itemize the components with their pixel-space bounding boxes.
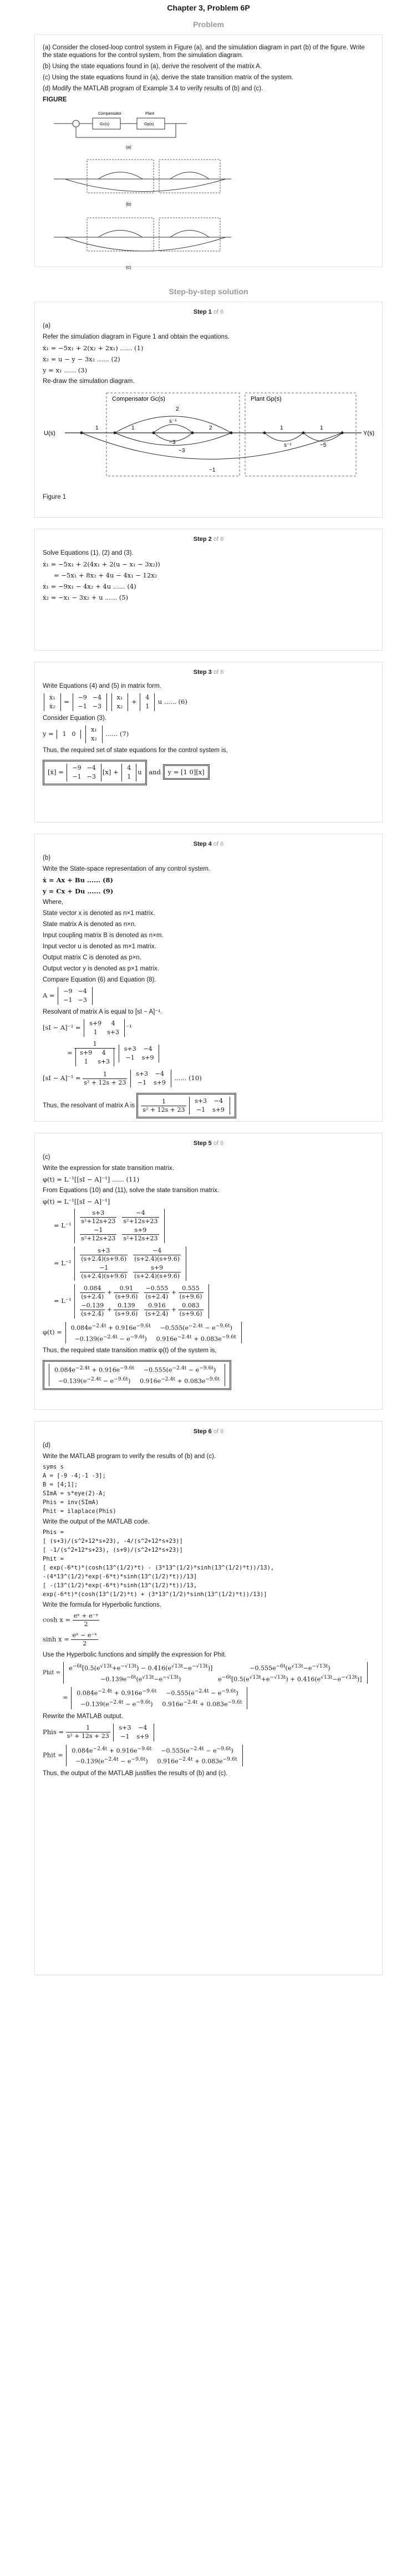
svg-text:1: 1 [95, 425, 99, 431]
output-line: Phis = [43, 1529, 64, 1536]
and-text: and [149, 768, 161, 776]
step-of: of 6 [213, 1428, 224, 1435]
step-6 [34, 1421, 383, 1975]
phi-derivation: = L⁻¹ $\frac{s+3}{\text{s²+12s+23}}$ $\frac{-4}{\text{s²+12s+23}}$ $\frac{-1}{\text{s²+12s+23}}$ $\frac{s+9}{\text{s²+12s+23}}$ [43, 1209, 374, 1243]
equation-8: ẋ = Ax + Bu ...... (8) [43, 876, 113, 884]
svg-text:s⁻¹: s⁻¹ [169, 418, 177, 425]
part-label: (c) [43, 1154, 50, 1161]
output-line: Phit = [43, 1556, 64, 1562]
step-text: Write the State-space representation of any control system. [43, 866, 211, 872]
equation-7-tag: ...... (7) [105, 730, 129, 738]
step-of: of 6 [213, 309, 224, 315]
svg-text:1: 1 [280, 425, 283, 431]
equation-6-tag: u ...... (6) [157, 698, 187, 706]
input-label: U(s) [44, 430, 55, 437]
output-line: [ (s+3)/(s^2+12*s+23), -4/(s^2+12*s+23)] [43, 1538, 183, 1545]
svg-text:2: 2 [209, 425, 212, 431]
state-equations-result: [ẋ] = −9 −4 −1 −3 [x] + 4 1 u and y = [1 0][x] [43, 758, 374, 788]
equation-11: φ(t) = L⁻¹[[sI − A]⁻¹] ...... (11) [43, 1175, 140, 1183]
phi-derivation: φ(t) = L⁻¹[[sI − A]⁻¹] [43, 1198, 110, 1205]
code-line: A = [-9 -4;-1 -3]; [43, 1473, 106, 1479]
problem-c: (c) Using the state equations found in (a), derive the state transition matrix of the system. [43, 74, 293, 81]
conclusion: Thus, the output of the MATLAB justifies the results of (b) and (c). [43, 1770, 228, 1777]
phit-simplify: Phit = $e^{-6t}[0.5(e^{√13t}+e^{-√13t}) - 0.416(e^{√13t}-e^{-√13t})]$ $-0.555e^{-6t}(e^{√13t}-e^{-√13t})$ $-0.139e^{-6t}(e^{√13t}-e^{-√13t})$ $e^{-6t}[0.5(e^{√13t}+e^{-√13t}) + 0.416(e^{√13t}-e^{-√13t})]$ [43, 1662, 374, 1684]
step-4 [34, 834, 383, 1122]
phi-derivation: φ(t) = $0.084e^{-2.4t} + 0.916e^{-9.6t}$ $-0.555(e^{-2.4t} - e^{-9.6t})$ $-0.139(e^{-2.4t} - e^{-9.6t})$ $0.916e^{-2.4t} + 0.083e^{-9.6t}$ [43, 1322, 374, 1343]
equation: = −5x₁ + 8x₂ + 4u − 4x₁ − 12x₂ [54, 571, 157, 579]
resolvent-eq: [sI − A]⁻¹ = $\frac{1}{\text{s² + 12s + 23}}$ s+3 −4 −1 s+9 ...... (10) [43, 1070, 202, 1086]
phi-derivation: = L⁻¹ $\frac{0.084}{(s+2.4)}$ + $\frac{0.91}{(s+9.6)}$ $\frac{-0.555}{(s+2.4)}$ + $\frac{0.555}{(s+9.6)}$ $\frac{-0.139}{(s+2.4)}$ + $\frac{0.139}{(s+9.6)}$ $\frac{0.916}{(s+2.4)}$ + $\frac{0.083}{(s+9.6)}$ [43, 1284, 374, 1318]
step-5-label: Step 5 [193, 1140, 212, 1147]
problem-heading: Problem [192, 20, 224, 29]
step-text: Write the formula for Hyperbolic functions. [43, 1602, 161, 1608]
definition: Input vector u is denoted as m×1 matrix. [43, 943, 156, 950]
step-1-head [43, 309, 374, 315]
step-text: From Equations (10) and (11), solve the state transition matrix. [43, 1187, 220, 1194]
fig-b-caption: (b) [126, 202, 131, 207]
output-line: [ -(13^(1/2)*exp(-6*t)*sinh(13^(1/2)*t))/13, [43, 1582, 197, 1589]
definition: State vector x is denoted as n×1 matrix. [43, 910, 155, 917]
step-text: Thus, the resolvant of matrix A is [43, 1102, 135, 1109]
definition: Output matrix C is denoted as p×n. [43, 954, 142, 961]
phi-derivation: = L⁻¹ $\frac{s+3}{(s+2.4)(s+9.6)}$ $\frac{-4}{(s+2.4)(s+9.6)}$ $\frac{-1}{(s+2.4)(s+9.6)}$ $\frac{s+9}{(s+2.4)(s+9.6)}$ [43, 1246, 374, 1281]
output-line: [ -1/(s^2+12*s+23), (s+9)/(s^2+12*s+23)] [43, 1547, 183, 1553]
step-3 [34, 662, 383, 822]
equation-4: ẋ₁ = −9x₁ − 4x₂ + 4u ...... (4) [43, 582, 136, 590]
problem-box [34, 34, 383, 270]
step-1-label: Step 1 [193, 309, 212, 315]
where-text: Where, [43, 899, 64, 906]
step-6-label: Step 6 [193, 1428, 212, 1435]
figure-c [54, 218, 231, 270]
definition: State matrix A is denoted as n×n. [43, 921, 136, 928]
resolvent-eq: = 1 s+9 4 1 s+3 s+3 −4 −1 s+9 [43, 1040, 374, 1066]
svg-text:1: 1 [320, 425, 323, 431]
problem-figure [43, 107, 375, 273]
step-2-head [43, 536, 374, 543]
fig-gc-label: Gc(s) [100, 122, 110, 126]
step-2-label: Step 2 [193, 536, 212, 543]
fig-plant-label: Plant [145, 112, 154, 116]
fig-compensator-label: Compensator [98, 112, 122, 116]
phit-simplify: = $0.084e^{-2.4t} + 0.916e^{-9.6t}$ $-0.555(e^{-2.4t} - e^{-9.6t})$ $-0.139(e^{-2.4t} - e^{-9.6t})$ $0.916e^{-2.4t} + 0.083e^{-9.6t}$ [43, 1687, 374, 1709]
step-text: Resolvant of matrix A is equal to [sI − A]⁻¹. [43, 1009, 162, 1015]
output-line: -(4*13^(1/2)*exp(-6*t)*sinh(13^(1/2)*t))/13] [43, 1573, 197, 1580]
step-of: of 6 [213, 669, 224, 676]
definition: Output vector y is denoted as p×1 matrix. [43, 965, 159, 972]
step-text: Solve Equations (1), (2) and (3). [43, 550, 134, 556]
equation-1: ẋ₁ = −5x₁ + 2(x₂ + 2x₁) ...... (1) [43, 344, 144, 352]
output-label: Y(s) [363, 430, 375, 437]
phit-rewrite: Phit = $0.084e^{-2.4t} + 0.916e^{-9.6t}$ $-0.555(e^{-2.4t} - e^{-9.6t})$ $-0.139(e^{-2.4t} - e^{-9.6t})$ $0.916e^{-2.4t} + 0.083e^{-9.6t}$ [43, 1745, 374, 1766]
step-6-head [43, 1428, 374, 1435]
cosh-formula: cosh x = $\frac{\text{eˣ + e⁻ˣ}}{2}$ [43, 1612, 99, 1628]
step-3-head [43, 669, 374, 676]
step-3-label: Step 3 [193, 669, 212, 676]
svg-text:−5: −5 [320, 442, 327, 448]
svg-text:1: 1 [131, 425, 135, 431]
step-1 [34, 301, 383, 518]
fig-c-caption: (c) [126, 265, 131, 270]
figure-a [54, 112, 187, 150]
step-text: Use the Hyperbolic functions and simplify the expression for Phit. [43, 1652, 227, 1658]
step-text: Rewrite the MATLAB output. [43, 1713, 123, 1720]
svg-text:2: 2 [176, 406, 179, 412]
svg-text:−1: −1 [209, 467, 216, 473]
figure-label: FIGURE [43, 96, 67, 103]
step-4-head [43, 841, 374, 847]
figure-caption: Figure 1 [43, 494, 67, 500]
code-line: B = [4;1]; [43, 1481, 78, 1488]
part-label: (d) [43, 1442, 51, 1449]
plant-label: Plant Gp(s) [251, 396, 282, 402]
step-text: Refer the simulation diagram in Figure 1 and obtain the equations. [43, 334, 230, 340]
code-line: SImA = s*eye(2)-A; [43, 1490, 106, 1497]
step-text: Compare Equation (6) and Equation (8). [43, 977, 156, 983]
step-text: Write the expression for state transition matrix. [43, 1165, 174, 1172]
equation-2: ẋ₂ = u − y − 3x₂ ...... (2) [43, 355, 120, 363]
phis-rewrite: Phis = $\frac{1}{\text{s² + 12s + 23}}$ s+3 −4 −1 s+9 [43, 1724, 374, 1741]
step-text: Write the MATLAB program to verify the results of (b) and (c). [43, 1453, 216, 1460]
problem-b: (b) Using the state equations found in (a), derive the resolvent of the matrix A. [43, 63, 262, 70]
fig-a-caption: (a) [126, 145, 131, 150]
part-label: (b) [43, 855, 51, 861]
step-text: Thus, the required state transition matrix φ(t) of the system is, [43, 1347, 217, 1355]
code-line: Phis = inv(SImA) [43, 1499, 99, 1506]
part-label: (a) [43, 323, 51, 329]
svg-text:−3: −3 [179, 448, 185, 454]
equation-3: y = x₁ ...... (3) [43, 366, 88, 374]
code-line: syms s [43, 1464, 64, 1470]
code-line: Phit = ilaplace(Phis) [43, 1508, 116, 1515]
equation-5: ẋ₂ = −x₁ − 3x₂ + u ...... (5) [43, 594, 129, 601]
matrix-a: A = −9 −4 −1 −3 [43, 987, 374, 1005]
matrix-equation-7: y = 1 0 x₁ x₂ ...... (7) [43, 726, 129, 742]
step-text: Thus, the required set of state equations for the control system is, [43, 747, 228, 754]
step-text: Write the output of the MATLAB code. [43, 1519, 150, 1525]
solution-heading: Step-by-step solution [169, 287, 248, 296]
simulation-diagram [43, 389, 381, 488]
definition: Input coupling matrix B is denoted as n×m. [43, 932, 164, 939]
sinh-formula: sinh x = $\frac{\text{eˣ − e⁻ˣ}}{2}$ [43, 1632, 97, 1647]
output-line: [ exp(-6*t)*(cosh(13^(1/2)*t) - (3*13^(1/2)*sinh(13^(1/2)*t))/13), [43, 1565, 274, 1571]
matrix-equation-6: ẋ₁ ẋ₂ = −9 −4 −1 −3 x₁ x₂ + 4 1 u ...... (6) [43, 693, 374, 711]
fig-gp-label: Gp(s) [144, 122, 154, 126]
step-of: of 6 [213, 841, 224, 847]
figure-b [54, 160, 231, 207]
resolvent-eq: [sI − A]⁻¹ = s+9 4 1 s+3 ⁻¹ [43, 1020, 132, 1036]
step-of: of 6 [213, 536, 224, 543]
svg-text:−3: −3 [169, 439, 176, 446]
resolvent-result: Thus, the resolvant of matrix A is $\frac{1}{\text{s² + 12s + 23}}$ s+3 −4 −1 s+9 [43, 1091, 374, 1121]
step-4-label: Step 4 [193, 841, 212, 847]
step-of: of 6 [213, 1140, 224, 1147]
problem-d: (d) Modify the MATLAB program of Example 3.4 to verify results of (b) and (c). [43, 85, 263, 92]
output-line: exp(-6*t)*(cosh(13^(1/2)*t) + (3*13^(1/2)*sinh(13^(1/2)*t))/13)] [43, 1591, 267, 1598]
step-5-head [43, 1140, 374, 1147]
step-2 [34, 529, 383, 651]
step-text: Consider Equation (3). [43, 715, 107, 722]
step-5 [34, 1133, 383, 1410]
phi-result: $0.084e^{-2.4t} + 0.916e^{-9.6t}$ $-0.555(e^{-2.4t} - e^{-9.6t})$ $-0.139(e^{-2.4t} - e^{-9.6t})$ $0.916e^{-2.4t} + 0.083e^{-9.6t}$ [43, 1358, 374, 1392]
equation-9: y = Cx + Du ...... (9) [43, 887, 114, 895]
step-text: Re-draw the simulation diagram. [43, 378, 135, 385]
equation-10-tag: ...... (10) [174, 1074, 202, 1082]
equation: ẋ₁ = −5x₁ + 2(4x₁ + 2(u − x₁ − 3x₂)) [43, 560, 160, 568]
compensator-label: Compensator Gc(s) [112, 396, 165, 402]
problem-a: (a) Consider the closed-loop control system in Figure (a), and the simulation diagram in part (b) of the figure. Write the state equations for the control system, from the simulation diagram. [43, 44, 365, 59]
svg-text:s⁻¹: s⁻¹ [284, 442, 292, 448]
step-text: Write Equations (4) and (5) in matrix form. [43, 683, 161, 689]
page-title: Chapter 3, Problem 6P [167, 3, 250, 12]
